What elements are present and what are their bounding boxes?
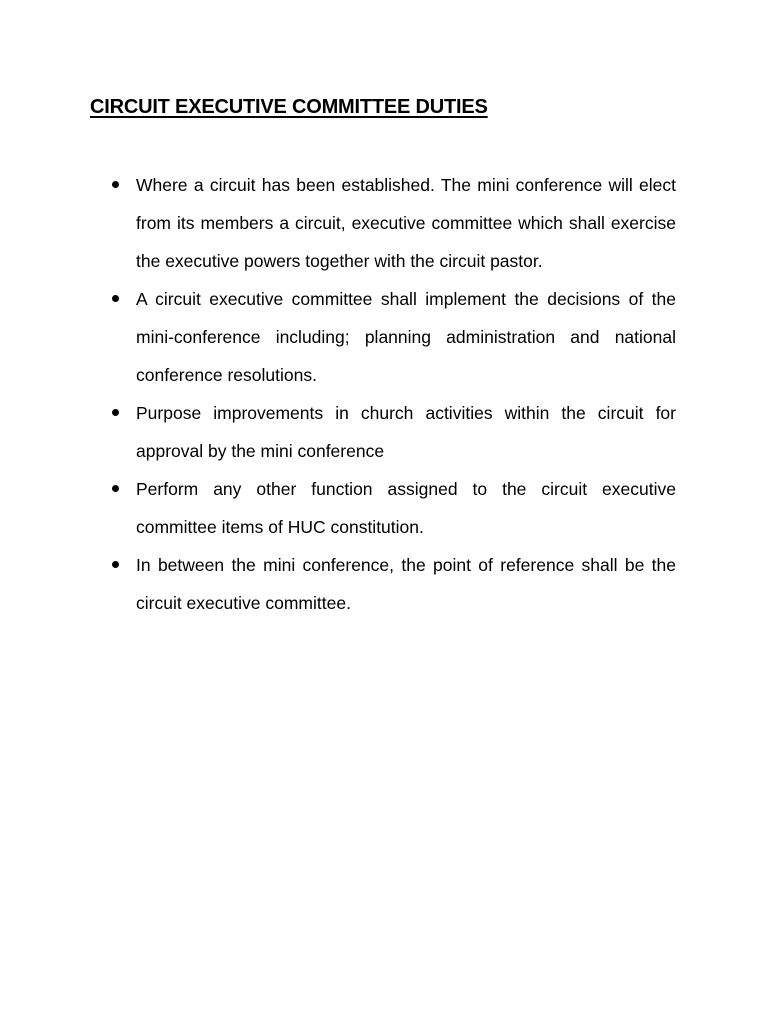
list-item xyxy=(108,546,676,622)
bullet-icon xyxy=(112,181,119,188)
page-title: CIRCUIT EXECUTIVE COMMITTEE DUTIES xyxy=(90,96,488,118)
list-item xyxy=(108,280,676,394)
bullet-icon xyxy=(112,485,119,492)
list-item xyxy=(108,166,676,280)
bullet-icon xyxy=(112,409,119,416)
list-item-text: In between the mini conference, the point of reference shall be the circuit executive committee. xyxy=(136,555,676,613)
list-item xyxy=(108,394,676,470)
list-item-text: Perform any other function assigned to the circuit executive committee items of HUC constitution. xyxy=(136,479,676,537)
duties-list xyxy=(108,166,676,622)
bullet-icon xyxy=(112,561,119,568)
list-item xyxy=(108,470,676,546)
list-item-text: Where a circuit has been established. The mini conference will elect from its members a circuit, executive committee which shall exercise the executive powers together with the circuit pastor. xyxy=(136,175,676,271)
list-item-text: Purpose improvements in church activities within the circuit for approval by the mini conference xyxy=(136,403,676,461)
list-item-text: A circuit executive committee shall implement the decisions of the mini-conference including; planning administration and national conference resolutions. xyxy=(136,289,676,385)
bullet-icon xyxy=(112,295,119,302)
